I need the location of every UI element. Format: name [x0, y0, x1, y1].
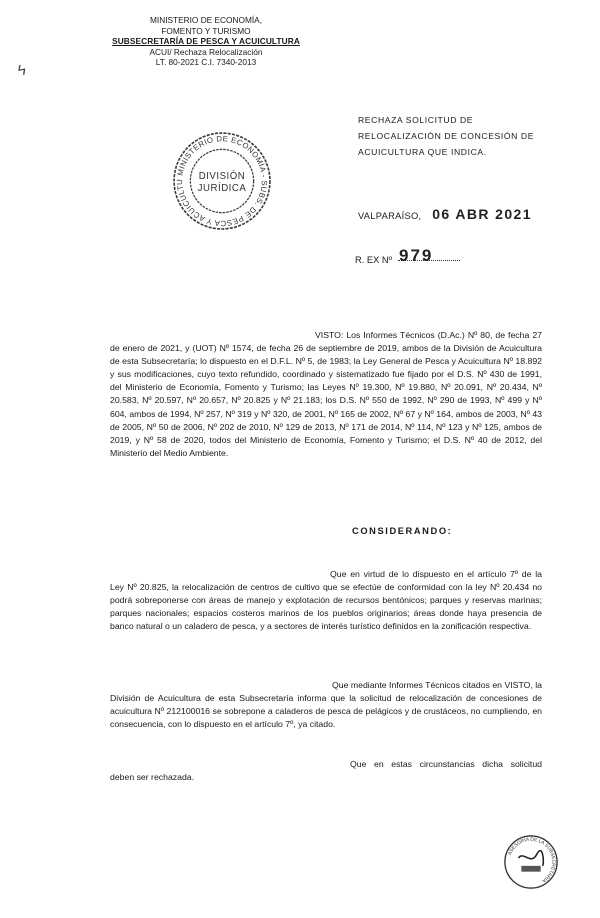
seal-ring-text: ASESORÍA DE LA SUBSECRETARÍA	[507, 837, 556, 883]
stamp-graphic	[171, 130, 273, 232]
considerando-paragraph-2	[110, 679, 542, 731]
visto-text: VISTO: Los Informes Técnicos (D.Ac.) Nº 80, de fecha 27 de enero de 2021, y (UOT) Nº 1574, de fecha 26 de septiembre de 2019, ambos de la División de Acuicultura de esta Subsecretaría; lo dispuesto en el D.F.L. Nº 5, de 1983; la Ley General de Pesca y Acuicultura Nº 18.892 y sus modificaciones, cuyo texto refundido, coordinado y sistematizado fue fijado por el D.S. Nº 430 de 1991, del Ministerio de Economía, Fomento y Turismo; las Leyes Nº 19.300, Nº 19.880, Nº 20.091, Nº 20.434, Nº 20.583, Nº 20.597, Nº 20.657, Nº 20.825 y Nº 21.183; los D.S. Nº 550 de 1992, Nº 290 de 1993, Nº 499 y Nº 604, ambos de 1994, Nº 257, Nº 319 y Nº 320, de 2001, Nº 165 de 2002, Nº 67 y Nº 164, ambos de 2003, Nº 43 de 2005, Nº 50 de 2006, Nº 202 de 2010, Nº 129 de 2013, Nº 171 de 2014, Nº 114, Nº 123 y Nº 125, ambos de 2019, y Nº 58 de 2020, todos del Ministerio de Economía, Fomento y Turismo; el D.S. Nº 40 de 2012, del Ministerio del Medio Ambiente.	[110, 330, 542, 458]
rex-number: 979	[399, 246, 434, 265]
considerando-heading: CONSIDERANDO:	[352, 526, 453, 536]
considerando-1-text: Que en virtud de lo dispuesto en el artículo 7º de la Ley Nº 20.825, la relocalización de centros de cultivo que se efectúe de conformidad con la ley Nº 20.434 no podrá sobreponerse con áreas de manejo y explotación de recursos bentónicos; parques y reservas marinas; parques nacionales; espacios costeros marinos de los pueblos originarios; áreas donde haya presencia de banco natural o un caladero de pesca, y a sectores de interés turístico definidos en la zonificación respectiva.	[110, 569, 542, 632]
date-line	[358, 206, 532, 222]
stamp-ring-text: MINISTERIO DE ECONOMÍA - SUBS. DE PESCA Y ACUICULTU	[175, 134, 269, 228]
reference-subject: ACUI/ Rechaza Relocalización	[149, 46, 263, 57]
letterhead	[96, 15, 316, 68]
subsecretaria-name: SUBSECRETARÍA DE PESCA Y ACUICULTURA	[112, 36, 300, 47]
ministry-name-cont: FOMENTO Y TURISMO	[161, 25, 251, 36]
considerando-3-text: Que en estas circunstancias dicha solicitud deben ser rechazada.	[110, 759, 542, 783]
reference-codes: LT. 80-2021 C.I. 7340-2013	[155, 57, 257, 68]
stamp-center-line1: DIVISIÓN	[198, 170, 246, 182]
handwritten-initial-mark: ϟ	[16, 61, 28, 80]
considerando-2-text: Que mediante Informes Técnicos citados en VISTO, la División de Acuicultura de esta Subsecretaría informa que la solicitud de relocalización de concesiones de acuicultura Nº 212100016 se sobrepone a caladeros de pesca de pelágicos y de crustáceos, no cumpliendo, en consecuencia, con lo dispuesto en el artículo 7º, ya citado.	[110, 680, 542, 730]
date-stamp: 06 ABR 2021	[432, 206, 532, 222]
considerando-paragraph-1	[110, 568, 542, 633]
division-juridica-stamp	[171, 130, 273, 232]
resolution-number-line	[355, 246, 460, 265]
initials-seal	[502, 832, 560, 892]
considerando-paragraph-3	[110, 758, 542, 784]
seal-graphic	[502, 832, 560, 892]
ministry-name: MINISTERIO DE ECONOMÍA,	[149, 15, 263, 25]
visto-paragraph	[110, 329, 542, 460]
place-label: VALPARAÍSO,	[358, 211, 422, 221]
rex-label: R. EX Nº	[355, 255, 392, 265]
resolution-subject: RECHAZA SOLICITUD DE RELOCALIZACIÓN DE CONCESIÓN DE ACUICULTURA QUE INDICA.	[358, 115, 535, 157]
stamp-center-line2: JURÍDICA	[197, 183, 247, 195]
